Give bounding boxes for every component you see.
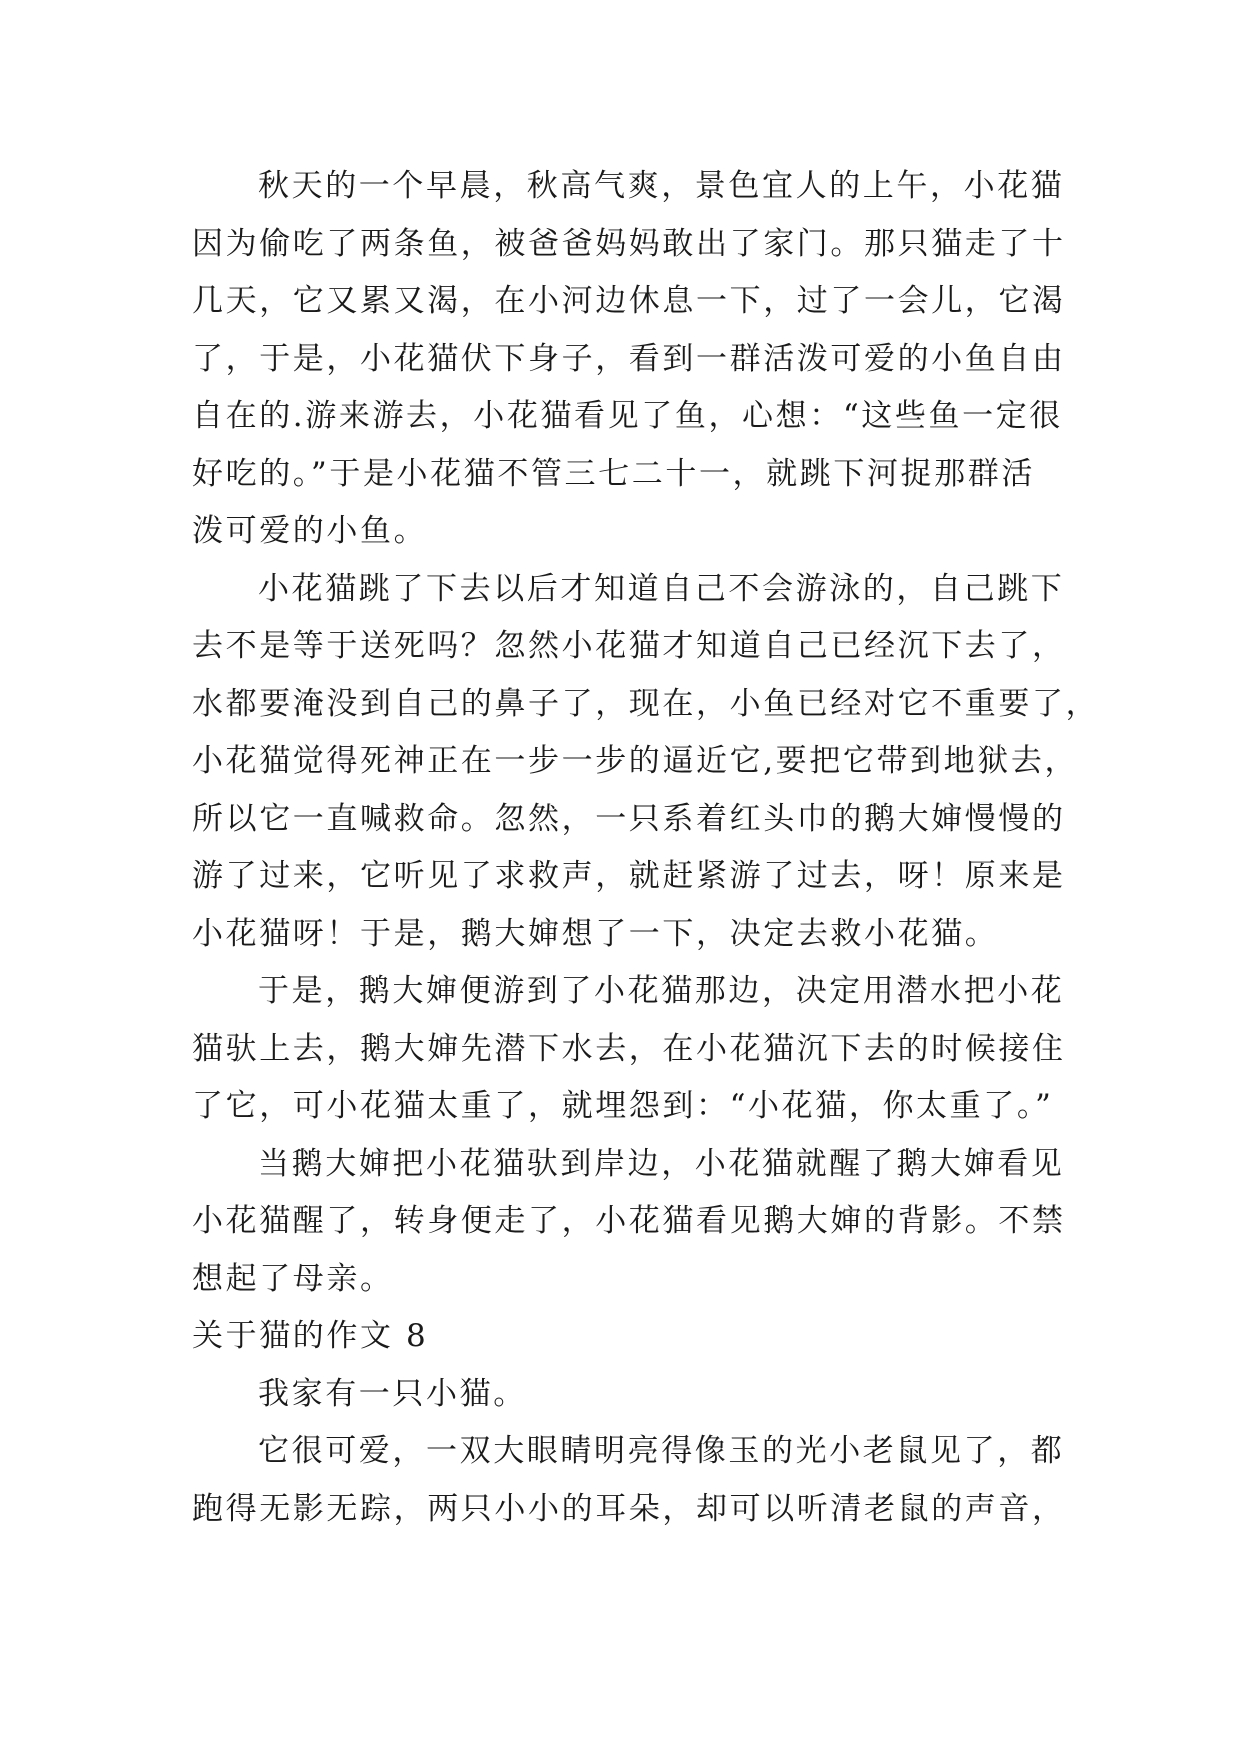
text-line: 小花猫醒了，转身便走了，小花猫看见鹅大婶的背影。不禁 [192, 1203, 1066, 1239]
text-line: 当鹅大婶把小花猫驮到岸边，小花猫就醒了鹅大婶看见 [258, 1145, 1065, 1182]
text-line: 跑得无影无踪，两只小小的耳朵，却可以听清老鼠的声音， [192, 1490, 1066, 1527]
text-line: 秋天的一个早晨，秋高气爽，景色宜人的上午，小花猫 [258, 168, 1065, 204]
text-line: 了它，可小花猫太重了，就埋怨到：“小花猫，你太重了。” [192, 1088, 1054, 1124]
document-body [192, 158, 1100, 1538]
text-line: 水都要淹没到自己的鼻子了，现在，小鱼已经对它不重要了， [192, 685, 1100, 722]
text-line: 猫驮上去，鹅大婶先潜下水去，在小花猫沉下去的时候接住 [192, 1030, 1066, 1067]
text-line: 了，于是，小花猫伏下身子，看到一群活泼可爱的小鱼自由 [192, 340, 1066, 377]
text-line: 所以它一直喊救命。忽然，一只系着红头巾的鹅大婶慢慢的 [192, 800, 1066, 837]
section-heading: 关于猫的作文 8 [192, 1318, 429, 1354]
text-line: 小花猫觉得死神正在一步一步的逼近它,要把它带到地狱去， [192, 743, 1079, 779]
text-line: 我家有一只小猫。 [258, 1375, 527, 1412]
text-line: 去不是等于送死吗？忽然小花猫才知道自己已经沉下去了， [192, 628, 1066, 664]
text-line: 于是，鹅大婶便游到了小花猫那边，决定用潜水把小花 [258, 973, 1065, 1009]
text-line: 好吃的。”于是小花猫不管三七二十一，就跳下河捉那群活 [192, 455, 1035, 492]
text-line: 想起了母亲。 [192, 1260, 394, 1297]
text-line: 因为偷吃了两条鱼，被爸爸妈妈敢出了家门。那只猫走了十 [192, 225, 1066, 262]
text-line: 几天，它又累又渴，在小河边休息一下，过了一会儿，它渴 [192, 283, 1066, 319]
text-line: 它很可爱，一双大眼睛明亮得像玉的光小老鼠见了，都 [258, 1433, 1065, 1469]
text-line: 小花猫呀！于是，鹅大婶想了一下，决定去救小花猫。 [192, 915, 999, 952]
text-line: 小花猫跳了下去以后才知道自己不会游泳的，自己跳下 [258, 570, 1065, 607]
text-line: 游了过来，它听见了求救声，就赶紧游了过去，呀！原来是 [192, 858, 1066, 894]
text-line: 自在的.游来游去，小花猫看见了鱼，心想：“这些鱼一定很 [192, 398, 1063, 434]
text-line: 泼可爱的小鱼。 [192, 513, 428, 549]
